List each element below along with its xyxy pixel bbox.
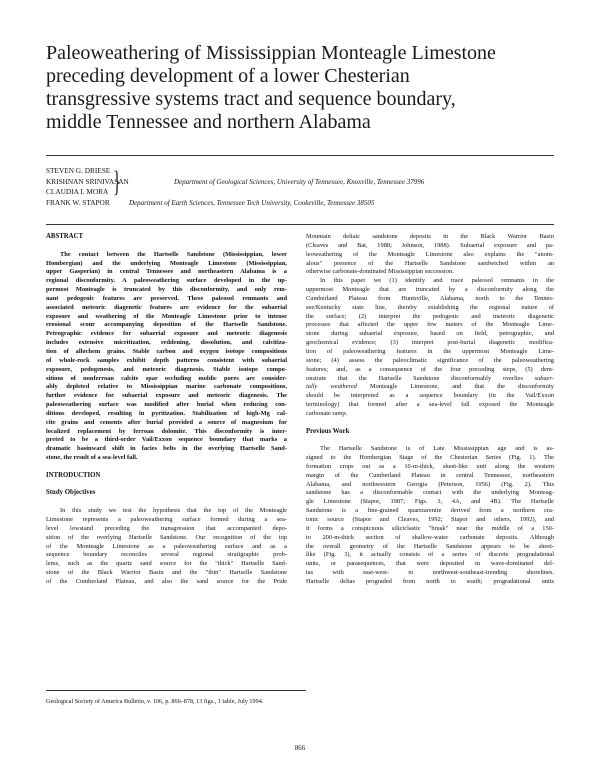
text-line: Cumberland Plateau from Huntsville, Alabama, north to the Tennes- — [306, 294, 554, 302]
text-line: The Hartselle Sandstone is of Late Mississippian age and is as- — [320, 445, 554, 453]
text-line: otherwise carbonate-dominated Mississippian succession. — [306, 268, 454, 276]
text-line: features; and, as a consequence of the four preceding steps, (5) dem- — [306, 365, 554, 373]
text-line: like (Fig. 3), it actually consists of a series of discrete progradational — [306, 551, 554, 559]
text-line: units, or parasequences, that were deposited in wave-dominated del- — [306, 560, 554, 568]
title-line: Paleoweathering of Mississippian Monteagle Limestone — [46, 42, 496, 64]
brace-glyph: } — [113, 165, 121, 198]
text-line: (Cleaves and Bat, 1988; Johnson, 1988). Subaerial exposure and pa- — [306, 241, 554, 249]
text-line: sandstone has a disconformable contact with the underlying Monteag- — [306, 489, 554, 497]
text-line: margin of the Cumberland Plateau in central Tennessee, northeastern — [306, 471, 554, 479]
citation-footnote: Geological Society of America Bulletin, v. 106, p. 866–878, 13 figs., 1 table, July 1994. — [46, 698, 264, 705]
italic-run: ially weathered — [306, 383, 357, 391]
text-line: preted to be a third-order Vail/Exxon sequence boundary that marks a — [46, 436, 287, 444]
text-line: geochemical evidence; (3) interpret post-burial diagenetic modifica- — [306, 339, 554, 347]
text-line: tonic source (Stapor and Cleaves, 1992; Stapor and others, 1992), and — [306, 516, 554, 523]
author-name: FRANK W. STAPOR — [46, 197, 110, 207]
author-name: KRISHNAN SRINIVASAN — [46, 176, 129, 186]
text-line: Hombergian) and the underlying Monteagle Limestone (Mississippian, — [46, 259, 287, 267]
text-line: permost Monteagle is truncated by this disconformity, and only rem- — [46, 286, 287, 294]
text-line: exposure and weathering of the Monteagle Limestone prior to intense — [46, 312, 287, 320]
text-line: tion of paleoweathering features in the uppermost Monteagle Lime- — [306, 347, 554, 355]
text-line: includes extensive micritization, reddening, dissolution, and calcitiza- — [46, 339, 287, 347]
text-line: processes that affected the upper few meters of the Monteagle Lime- — [306, 321, 554, 329]
paragraph — [306, 233, 554, 277]
text-line: signed to the Hombergian Stage of the Chesterian Series (Fig. 1). The — [306, 454, 554, 462]
author-rule — [46, 224, 554, 225]
text-line: it forms a conspicuous siliciclastic "break" near the middle of a 150- — [306, 524, 554, 532]
text-line: Sandstone is a fine-grained quartzarenite derived from a northern cra- — [306, 507, 554, 515]
text-run: Monteagle Limestone, and that the disconformity — [356, 383, 554, 391]
text-line: stone during subaerial exposure, based on field, petrographic, and — [306, 330, 554, 338]
text-line: exposure, pedogenesis, and meteoric diagenesis. Stable isotope compo- — [46, 365, 287, 373]
title-line: transgressive systems tract and sequence boundary, — [46, 88, 456, 110]
text-line: nant pedogenic features are preserved. These paleosol remnants and — [46, 294, 287, 302]
text-line: sequence boundary reconciles several regional stratigraphic prob- — [46, 551, 287, 559]
text-line: the overall geometry of the Hartselle Sandstone appears to be sheet- — [306, 542, 554, 550]
title-line: middle Tennessee and northern Alabama — [46, 111, 371, 133]
text-line: In this paper we (1) identify and trace paleosol remnants in the — [320, 277, 554, 285]
text-line: uppermost Monteagle that are truncated by a disconformity along the — [306, 286, 554, 294]
affiliation: Department of Geological Sciences, University of Tennessee, Knoxville, Tennessee 37996 — [174, 177, 425, 186]
text-line: Alabama, and northwestern Georgia (Peterson, 1956) (Fig. 2). This — [306, 480, 554, 488]
text-line: dramatic basinward shift in facies belts in the overlying Hartselle Sand- — [46, 445, 287, 453]
text-line: cite grains and cements after burial provided a source of magnesium for — [46, 418, 287, 426]
text-line: should be interpreted as a sequence boundary (in the Vail/Exxon — [306, 392, 554, 400]
author-name: CLAUDIA I. MORA — [46, 187, 109, 196]
text-run: onstrate that the Hartselle Sandstone disconformably overlies — [306, 374, 535, 382]
author-name: STEVEN G. DRIESE — [46, 166, 111, 175]
text-line: tion of allochem grains. Stable carbon and oxygen isotope compositions — [46, 347, 287, 355]
text-line: of whole-rock samples exhibit depth patterns consistent with subaerial — [46, 356, 287, 364]
text-line: Petrographic evidence for subaerial exposure and meteoric diagenesis — [46, 330, 287, 338]
text-line: alous" presence of the Hartselle Sandstone sandwiched within an — [306, 259, 554, 267]
text-line — [306, 375, 554, 384]
footnote-rule — [46, 690, 306, 691]
text-line: tas with east-west- to northwest-southeast-trending shorelines. — [306, 569, 554, 577]
text-line: associated meteoric diagenetic features are evidence for the subaerial — [46, 303, 287, 311]
text-line: Limestone represents a paleoweathering surface formed during a sea- — [46, 516, 287, 523]
subsection-heading: Previous Work — [306, 427, 350, 435]
section-heading: INTRODUCTION — [46, 471, 101, 479]
text-line: lems, such as the quartz sand source for the "thick" Hartselle Sand- — [46, 560, 287, 568]
text-line: erosional scour accompanying deposition of the Hartselle Sandstone. — [46, 321, 287, 329]
text-line: sition of the overlying Hartselle Sandstone. Our recognition of the top — [46, 533, 287, 541]
text-line: formation crops out as a 10-m-thick, sheet-like unit along the western — [306, 462, 554, 470]
text-line: paleoweathering surface was modified after burial when reducing con- — [46, 401, 287, 409]
text-line: the surface; (2) interpret the pedogenic and meteoric diagenetic — [306, 312, 554, 320]
text-line: level lowstand preceding the transgression that accompanied depo- — [46, 524, 287, 532]
text-line: ably depleted relative to Mississippian marine carbonate compositions, — [46, 383, 287, 391]
article-title — [46, 42, 546, 134]
text-line: of the Cumberland Plateau, and also the sand source for the Pride — [46, 577, 287, 585]
subsection-heading: Study Objectives — [46, 489, 96, 497]
intro-paragraph — [46, 507, 287, 587]
left-column — [46, 233, 287, 587]
affiliation: Department of Earth Sciences, Tennessee Tech University, Cookeville, Tennessee 38505 — [129, 198, 375, 207]
text-line: further evidence for subaerial exposure and meteoric diagenesis. The — [46, 392, 287, 400]
italic-run: subaer- — [534, 374, 554, 382]
section-heading: ABSTRACT — [46, 233, 84, 240]
right-column — [306, 233, 554, 587]
page-number: 866 — [294, 745, 306, 752]
text-line: terminology) that formed after a sea-level fall exposed the Monteagle — [306, 401, 554, 409]
text-line: of the Monteagle Limestone as a paleoweathering surface and as a — [46, 542, 287, 550]
text-line: upper Gasperian) in central Tennessee and northeastern Alabama is a — [46, 268, 287, 276]
text-line: stone of the Black Warrior Basin and the "thin" Hartselle Sandstone — [46, 569, 287, 577]
text-line: gle Limestone (Stapor, 1987; Figs. 3, 4A, and 4B). The Hartselle — [306, 498, 554, 506]
title-line: preceding development of a lower Chesterian — [46, 65, 410, 87]
text-line: The contact between the Hartselle Sandstone (Mississippian, lower — [60, 250, 287, 258]
text-line: sitions of nonferroan calcite spar occluding moldic pores are consider- — [46, 374, 287, 382]
text-line: ditions developed, resulting in pyritization. Stabilization of high-Mg cal- — [46, 409, 287, 417]
text-line: leoweathering of the Monteagle Limestone also explains the "anom- — [306, 250, 554, 258]
text-line: Mountain deltaic sandstone deposits in the Black Warrior Basin — [306, 233, 554, 240]
abstract-paragraph — [46, 251, 287, 463]
text-line: stone; (4) assess the paleoclimatic significance of the paleoweathering — [306, 356, 554, 364]
text-line: see/Kentucky state line, thereby establishing the regional nature of — [306, 303, 554, 311]
text-line: In this study we test the hypothesis that the top of the Monteagle — [60, 507, 287, 515]
text-line: Hartselle deltas prograded from north to south; progradational units — [306, 577, 554, 585]
text-line: to 200-m-thick section of shallow-water carbonate deposits. Although — [306, 533, 554, 541]
text-line: localized replacement by ferroan dolomite. This disconformity is inter- — [46, 427, 287, 435]
paragraph — [306, 277, 554, 419]
text-line: stone, the result of a sea-level fall. — [46, 454, 138, 462]
text-line: regional disconformity. A paleoweathering surface developed in the up- — [46, 277, 287, 285]
text-line: carbonate ramp. — [306, 409, 348, 417]
title-rule — [46, 155, 554, 156]
paragraph — [306, 445, 554, 587]
text-line — [306, 383, 554, 392]
